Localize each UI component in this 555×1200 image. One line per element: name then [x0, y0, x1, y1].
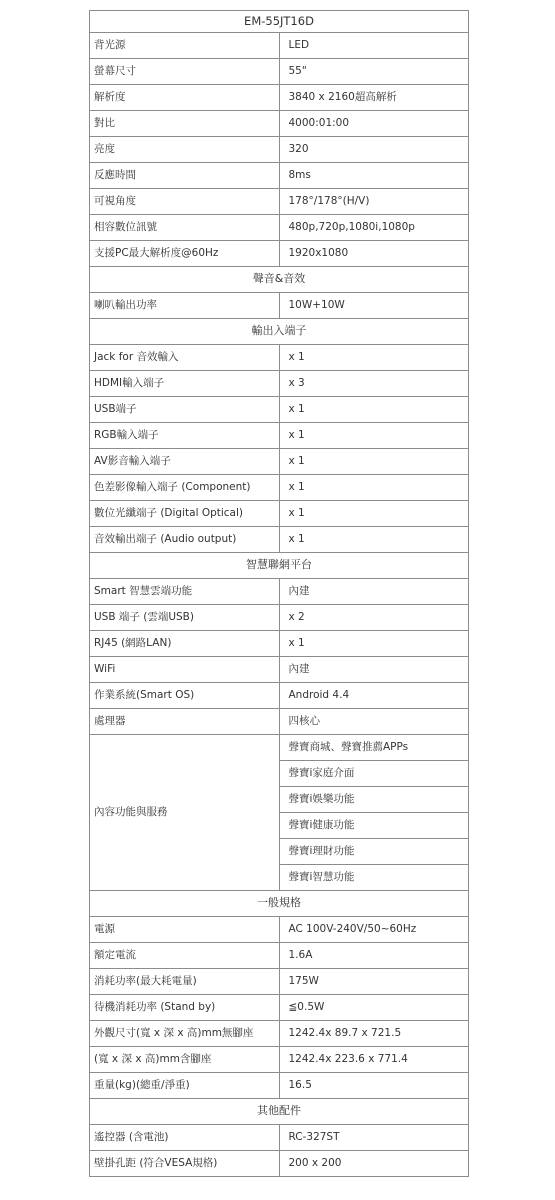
spec-key: 壁掛孔距 (符合VESA規格)	[90, 1151, 280, 1177]
spec-value: x 1	[279, 397, 469, 423]
spec-value: AC 100V-240V/50~60Hz	[279, 917, 469, 943]
section-heading: 一般規格	[90, 891, 469, 917]
spec-row	[90, 501, 469, 527]
spec-row	[90, 917, 469, 943]
spec-key: WiFi	[90, 657, 280, 683]
section-heading: 智慧聯網平台	[90, 553, 469, 579]
spec-row	[90, 241, 469, 267]
spec-value: 1242.4x 223.6 x 771.4	[279, 1047, 469, 1073]
spec-value: 四核心	[279, 709, 469, 735]
spec-value: x 1	[279, 449, 469, 475]
spec-table-body	[90, 11, 469, 1177]
spec-key: 解析度	[90, 85, 280, 111]
spec-key: 亮度	[90, 137, 280, 163]
spec-key: 音效輸出端子 (Audio output)	[90, 527, 280, 553]
spec-key: (寬 x 深 x 高)mm含腳座	[90, 1047, 280, 1073]
spec-value: 聲寶i家庭介面	[279, 761, 469, 787]
spec-row	[90, 137, 469, 163]
spec-key: 數位光纖端子 (Digital Optical)	[90, 501, 280, 527]
section-heading: 聲音&音效	[90, 267, 469, 293]
spec-key: 支援PC最大解析度@60Hz	[90, 241, 280, 267]
spec-row	[90, 1073, 469, 1099]
spec-key: 可視角度	[90, 189, 280, 215]
spec-row	[90, 1021, 469, 1047]
spec-key: USB 端子 (雲端USB)	[90, 605, 280, 631]
spec-row	[90, 293, 469, 319]
spec-value: x 1	[279, 631, 469, 657]
spec-key: 對比	[90, 111, 280, 137]
spec-value: 480p,720p,1080i,1080p	[279, 215, 469, 241]
spec-key: RJ45 (網路LAN)	[90, 631, 280, 657]
spec-row	[90, 709, 469, 735]
spec-value: 聲寶i健康功能	[279, 813, 469, 839]
spec-value: 內建	[279, 657, 469, 683]
title-row	[90, 11, 469, 33]
spec-value: x 1	[279, 527, 469, 553]
spec-value: 1242.4x 89.7 x 721.5	[279, 1021, 469, 1047]
spec-value: 178°/178°(H/V)	[279, 189, 469, 215]
spec-value: 聲寶i理財功能	[279, 839, 469, 865]
spec-value: 8ms	[279, 163, 469, 189]
spec-key: HDMI輸入端子	[90, 371, 280, 397]
spec-key: 作業系統(Smart OS)	[90, 683, 280, 709]
spec-value: 3840 x 2160超高解析	[279, 85, 469, 111]
spec-key: 消耗功率(最大耗電量)	[90, 969, 280, 995]
spec-row	[90, 371, 469, 397]
spec-row	[90, 579, 469, 605]
spec-key: Jack for 音效輸入	[90, 345, 280, 371]
spec-key: 背光源	[90, 33, 280, 59]
spec-value: 內建	[279, 579, 469, 605]
spec-row	[90, 943, 469, 969]
spec-row	[90, 527, 469, 553]
spec-key: 色差影像輸入端子 (Component)	[90, 475, 280, 501]
spec-key: RGB輸入端子	[90, 423, 280, 449]
spec-key: 重量(kg)(總重/淨重)	[90, 1073, 280, 1099]
spec-row	[90, 33, 469, 59]
spec-key: 螢幕尺寸	[90, 59, 280, 85]
spec-row	[90, 1151, 469, 1177]
spec-key: 內容功能與服務	[90, 735, 280, 891]
spec-row	[90, 189, 469, 215]
spec-value: x 1	[279, 501, 469, 527]
spec-value: x 1	[279, 475, 469, 501]
spec-key: Smart 智慧雲端功能	[90, 579, 280, 605]
spec-key: 待機消耗功率 (Stand by)	[90, 995, 280, 1021]
spec-value: 10W+10W	[279, 293, 469, 319]
spec-row	[90, 423, 469, 449]
spec-row	[90, 345, 469, 371]
spec-row	[90, 1125, 469, 1151]
section-heading-row	[90, 319, 469, 345]
spec-value: 175W	[279, 969, 469, 995]
spec-value: ≦0.5W	[279, 995, 469, 1021]
spec-value: RC-327ST	[279, 1125, 469, 1151]
spec-row	[90, 969, 469, 995]
spec-value: 聲寶i智慧功能	[279, 865, 469, 891]
spec-row	[90, 605, 469, 631]
spec-value: Android 4.4	[279, 683, 469, 709]
spec-value: x 3	[279, 371, 469, 397]
model-title: EM-55JT16D	[90, 11, 469, 33]
spec-row	[90, 215, 469, 241]
spec-key: 額定電流	[90, 943, 280, 969]
spec-key: 外觀尺寸(寬 x 深 x 高)mm無腳座	[90, 1021, 280, 1047]
spec-value: x 1	[279, 423, 469, 449]
spec-table	[89, 10, 469, 1177]
spec-row	[90, 683, 469, 709]
spec-key: 相容數位訊號	[90, 215, 280, 241]
spec-value: 55"	[279, 59, 469, 85]
spec-value: 1920x1080	[279, 241, 469, 267]
spec-value: 聲寶i娛樂功能	[279, 787, 469, 813]
spec-row	[90, 449, 469, 475]
spec-value: 4000:01:00	[279, 111, 469, 137]
spec-value: 聲寶商城、聲寶推薦APPs	[279, 735, 469, 761]
spec-key: 反應時間	[90, 163, 280, 189]
spec-key: AV影音輸入端子	[90, 449, 280, 475]
spec-value: LED	[279, 33, 469, 59]
section-heading: 其他配件	[90, 1099, 469, 1125]
spec-row	[90, 995, 469, 1021]
spec-row	[90, 1047, 469, 1073]
section-heading-row	[90, 267, 469, 293]
spec-key: USB端子	[90, 397, 280, 423]
spec-row	[90, 735, 469, 761]
section-heading-row	[90, 553, 469, 579]
section-heading-row	[90, 891, 469, 917]
spec-value: 200 x 200	[279, 1151, 469, 1177]
spec-row	[90, 657, 469, 683]
spec-row	[90, 475, 469, 501]
spec-key: 喇叭輸出功率	[90, 293, 280, 319]
spec-row	[90, 59, 469, 85]
spec-row	[90, 163, 469, 189]
spec-key: 遙控器 (含電池)	[90, 1125, 280, 1151]
section-heading-row	[90, 1099, 469, 1125]
spec-value: x 2	[279, 605, 469, 631]
spec-key: 電源	[90, 917, 280, 943]
spec-key: 處理器	[90, 709, 280, 735]
spec-value: x 1	[279, 345, 469, 371]
section-heading: 輸出入端子	[90, 319, 469, 345]
spec-row	[90, 397, 469, 423]
spec-value: 1.6A	[279, 943, 469, 969]
spec-row	[90, 85, 469, 111]
spec-value: 16.5	[279, 1073, 469, 1099]
spec-row	[90, 111, 469, 137]
spec-value: 320	[279, 137, 469, 163]
spec-row	[90, 631, 469, 657]
